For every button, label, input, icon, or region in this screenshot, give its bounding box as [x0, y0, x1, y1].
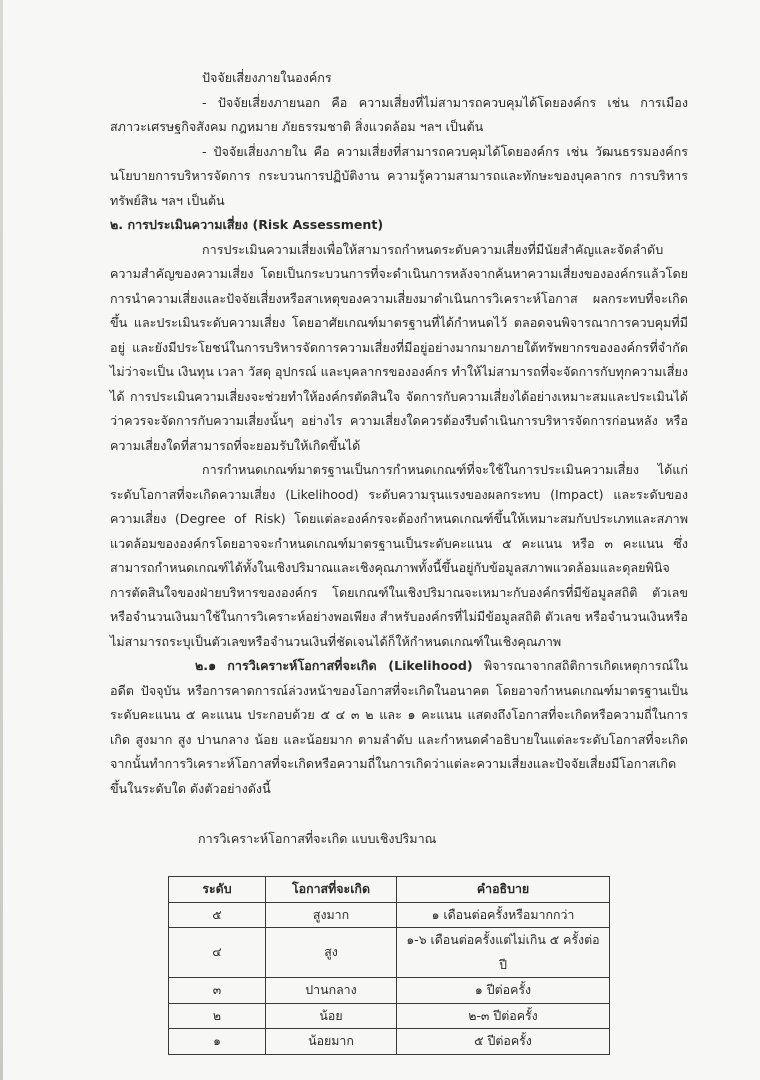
- cell-likelihood: สูงมาก: [266, 902, 397, 928]
- table-caption: การวิเคราะห์โอกาสที่จะเกิด แบบเชิงปริมาณ: [198, 831, 437, 846]
- cell-likelihood: น้อย: [266, 1003, 397, 1029]
- header-level: ระดับ: [169, 876, 266, 902]
- cell-description: ๕ ปีต่อครั้ง: [397, 1029, 610, 1055]
- internal-factors-title: ปัจจัยเสี่ยงภายในองค์กร: [202, 70, 332, 85]
- cell-description: ๒-๓ ปีต่อครั้ง: [397, 1003, 610, 1029]
- section-2-1-body: พิจารณาจากสถิติการเกิดเหตุการณ์ในอดีต ปัจจุบัน หรือการคาดการณ์ล่วงหน้าของโอกาสที่จะเกิดในอนาคต โดยอาจกำหนดเกณฑ์มาตรฐานเป็นระดับคะแนน ๕ คะแนน ประกอบด้วย ๕ ๔ ๓ ๒ และ ๑ คะแนน แสดงถึงโอกาสที่จะเกิดหรือความถี่ในการเกิด สูงมาก สูง ปานกลาง น้อย และน้อยมาก ตามลำดับ และกำหนดคำอธิบายในแต่ละระดับโอกาสที่จะเกิด จากนั้นทำการวิเคราะห์โอกาสที่จะเกิดหรือความถี่ในการเกิดว่าแต่ละความเสี่ยงและปัจจัยเสี่ยงมีโอกาสเกิดขึ้นในระดับใด ดังตัวอย่างดังนี้: [110, 658, 688, 796]
- section-2-heading: ๒. การประเมินความเสี่ยง (Risk Assessment): [110, 217, 384, 232]
- header-description: คำอธิบาย: [397, 876, 610, 902]
- cell-likelihood: สูง: [266, 928, 397, 978]
- table-row: [169, 1003, 610, 1029]
- cell-description: ๑ เดือนต่อครั้งหรือมากกว่า: [397, 902, 610, 928]
- section-2-paragraph-2: การกำหนดเกณฑ์มาตรฐานเป็นการกำหนดเกณฑ์ที่จะใช้ในการประเมินความเสี่ยง ได้แก่ ระดับโอกาสที่จะเกิดความเสี่ยง (Likelihood) ระดับความรุนแรงของผลกระทบ (Impact) และระดับของความเสี่ยง (Degree of Risk) โดยแต่ละองค์กรจะต้องกำหนดเกณฑ์ขึ้นให้เหมาะสมกับประเภทและสภาพแวดล้อมขององค์กรโดยอาจจะกำหนดเกณฑ์มาตรฐานเป็นระดับคะแนน ๕ คะแนน หรือ ๓ คะแนน ซึ่งสามารถกำหนดเกณฑ์ได้ทั้งในเชิงปริมาณและเชิงคุณภาพทั้งนี้ขึ้นอยู่กับข้อมูลสภาพแวดล้อมและดุลยพินิจการตัดสินใจของฝ่ายบริหารขององค์กร โดยเกณฑ์ในเชิงปริมาณจะเหมาะกับองค์กรที่มีข้อมูลสถิติ ตัวเลข หรือจำนวนเงินมาใช้ในการวิเคราะห์อย่างพอเพียง สำหรับองค์กรที่ไม่มีข้อมูลสถิติ ตัวเลข หรือจำนวนเงินหรือไม่สามารถระบุเป็นตัวเลขหรือจำนวนเงินที่ชัดเจนได้ก็ให้กำหนดเกณฑ์ในเชิงคุณภาพ: [110, 462, 688, 649]
- cell-level: ๒: [169, 1003, 266, 1029]
- section-2-paragraph-1: การประเมินความเสี่ยงเพื่อให้สามารถกำหนดระดับความเสี่ยงที่มีนัยสำคัญและจัดลำดับความสำคัญของความเสี่ยง โดยเป็นกระบวนการที่จะดำเนินการหลังจากค้นหาความเสี่ยงขององค์กรแล้วโดยการนำความเสี่ยงและปัจจัยเสี่ยงหรือสาเหตุของความเสี่ยงมาดำเนินการวิเคราะห์โอกาส ผลกระทบที่จะเกิดขึ้น และประเมินระดับความเสี่ยง โดยอาศัยเกณฑ์มาตรฐานที่ได้กำหนดไว้ ตลอดจนพิจารณาการควบคุมที่มีอยู่ และยังมีประโยชน์ในการบริหารจัดการความเสี่ยงที่มีอยู่อย่างมากมายภายใต้ทรัพยากรขององค์กรที่จำกัด ไม่ว่าจะเป็น เงินทุน เวลา วัสดุ อุปกรณ์ และบุคลากรขององค์กร ทำให้ไม่สามารถที่จะจัดการกับทุกความเสี่ยงได้ การประเมินความเสี่ยงจะช่วยทำให้องค์กรตัดสินใจ จัดการกับความเสี่ยงได้อย่างเหมาะสมและประเมินได้ว่าควรจะจัดการกับความเสี่ยงนั้นๆ อย่างไร ความเสี่ยงใดควรต้องรีบดำเนินการบริหารจัดการก่อนหลัง หรือความเสี่ยงใดที่สามารถที่จะยอมรับให้เกิดขึ้นได้: [110, 241, 688, 453]
- cell-level: ๓: [169, 978, 266, 1004]
- section-2-1-number: ๒.๑: [195, 658, 217, 673]
- external-factor-paragraph: - ปัจจัยเสี่ยงภายนอก คือ ความเสี่ยงที่ไม่สามารถควบคุมได้โดยองค์กร เช่น การเมือง สภาวะเศรษฐกิจสังคม กฎหมาย ภัยธรรมชาติ สิ่งแวดล้อม ฯลฯ เป็นต้น: [110, 94, 688, 134]
- cell-likelihood: น้อยมาก: [266, 1029, 397, 1055]
- cell-description: ๑-๖ เดือนต่อครั้งแต่ไม่เกิน ๕ ครั้งต่อปี: [397, 928, 610, 978]
- cell-description: ๑ ปีต่อครั้ง: [397, 978, 610, 1004]
- internal-factor-paragraph: - ปัจจัยเสี่ยงภายใน คือ ความเสี่ยงที่สามารถควบคุมได้โดยองค์กร เช่น วัฒนธรรมองค์กร นโยบายการบริหารจัดการ กระบวนการปฏิบัติงาน ความรู้ความสามารถและทักษะของบุคลากร การบริหารทรัพย์สิน ฯลฯ เป็นต้น: [110, 143, 688, 208]
- cell-level: ๕: [169, 902, 266, 928]
- section-2-1-paragraph: [110, 654, 688, 801]
- header-likelihood: โอกาสที่จะเกิด: [266, 876, 397, 902]
- table-row: [169, 928, 610, 978]
- table-row: [169, 1029, 610, 1055]
- section-2-1-title: การวิเคราะห์โอกาสที่จะเกิด (Likelihood): [227, 658, 473, 673]
- table-row: [169, 978, 610, 1004]
- table-row: [169, 902, 610, 928]
- cell-level: ๔: [169, 928, 266, 978]
- likelihood-table: [168, 876, 610, 1055]
- cell-level: ๑: [169, 1029, 266, 1055]
- cell-likelihood: ปานกลาง: [266, 978, 397, 1004]
- table-header-row: [169, 876, 610, 902]
